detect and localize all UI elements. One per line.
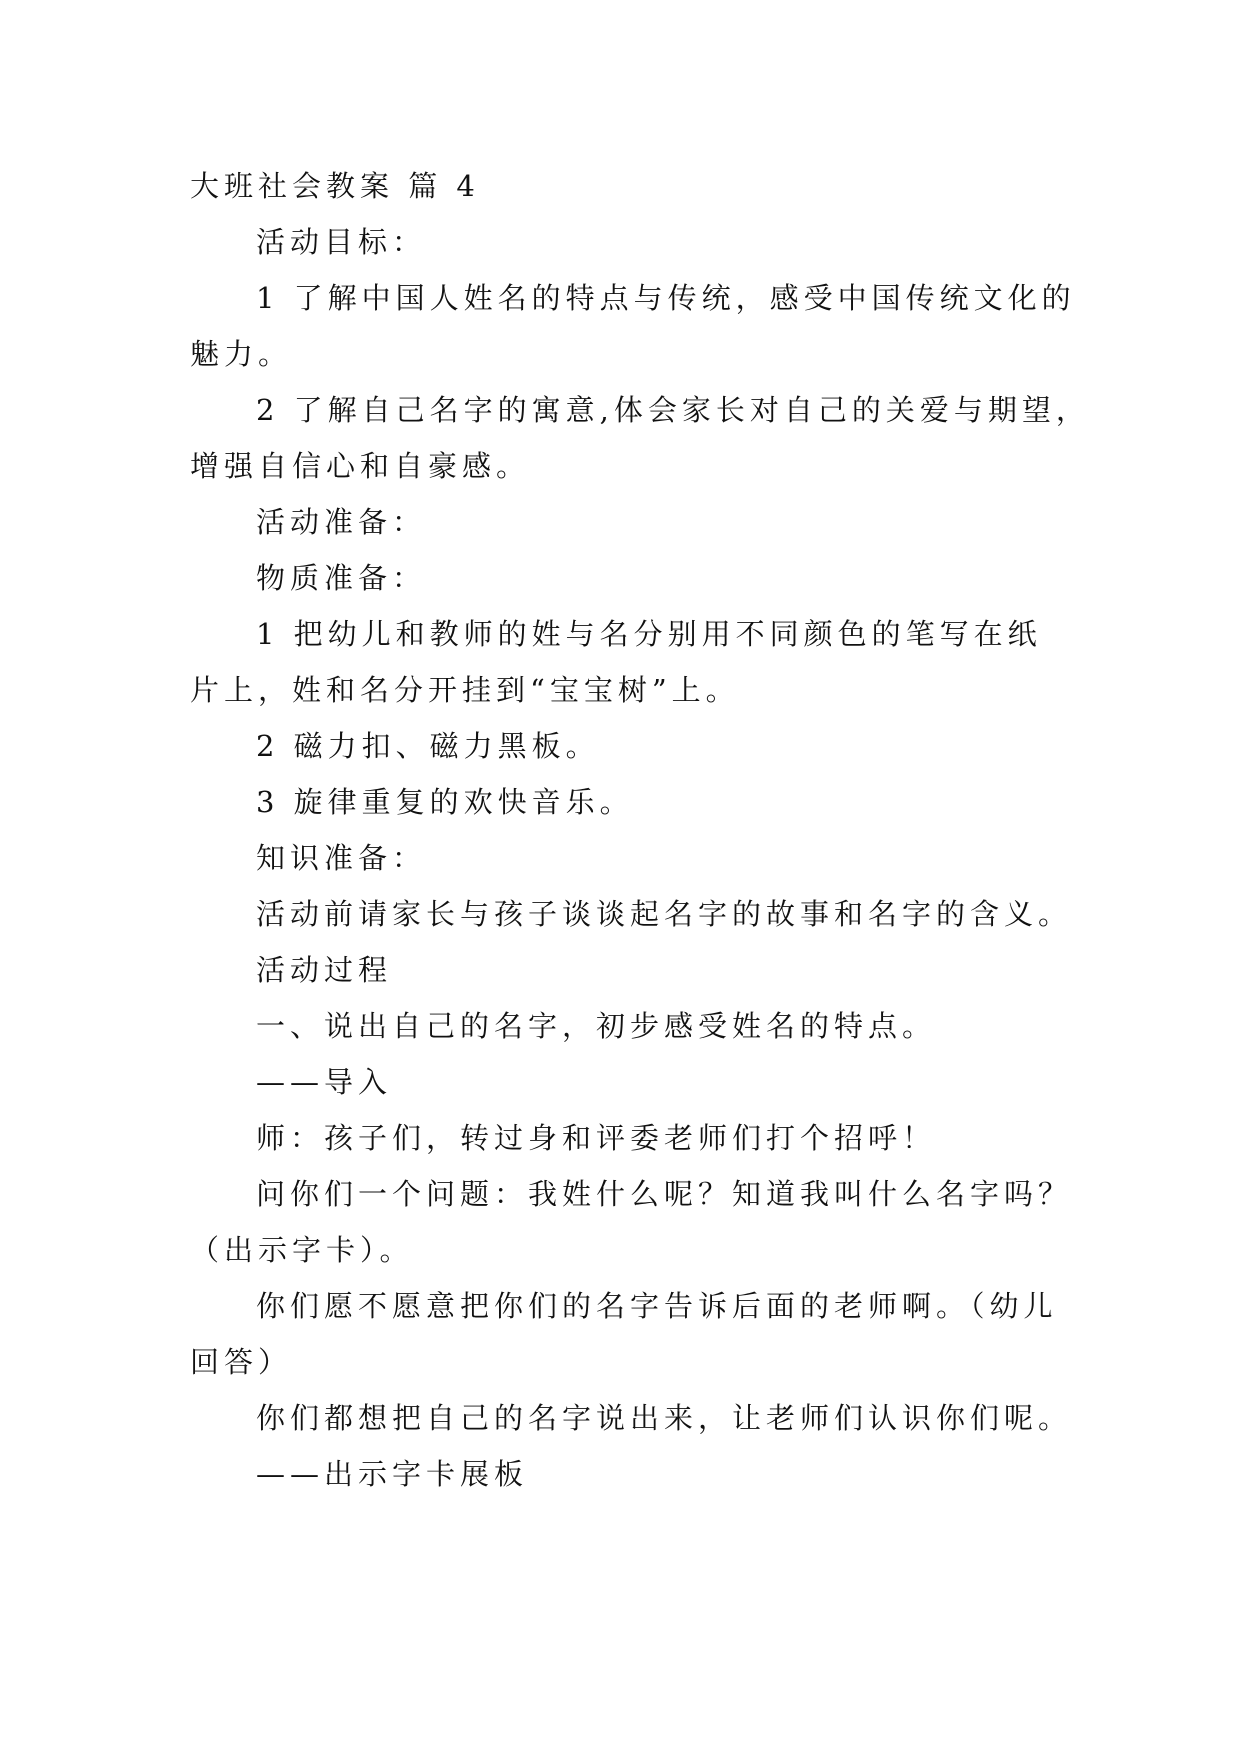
document-page	[190, 0, 1090, 1754]
text-line: 活动前请家长与孩子谈谈起名字的故事和名字的含义。	[256, 897, 1073, 931]
text-line: 物质准备：	[256, 561, 427, 595]
text-line: ——出示字卡展板	[256, 1457, 529, 1491]
document-title: 大班社会教案 篇 4	[190, 169, 480, 203]
text-line: 知识准备：	[256, 841, 427, 875]
text-line: 活动过程	[256, 953, 393, 987]
text-line: （出示字卡）。	[190, 1233, 414, 1267]
text-line: 问你们一个问题：我姓什么呢？知道我叫什么名字吗？	[256, 1177, 1073, 1211]
text-line: 魅力。	[190, 337, 293, 371]
text-line: 1 把幼儿和教师的姓与名分别用不同颜色的笔写在纸	[256, 617, 1042, 651]
text-line: 活动准备：	[256, 505, 427, 539]
text-line: 1 了解中国人姓名的特点与传统，感受中国传统文化的	[256, 281, 1076, 315]
text-line: 活动目标：	[256, 225, 427, 259]
text-line: 2 了解自己名字的寓意,体会家长对自己的关爱与期望，	[256, 393, 1090, 427]
text-line: 回答）	[190, 1345, 293, 1379]
text-line: 片上，姓和名分开挂到“宝宝树”上。	[190, 673, 740, 707]
text-line: 一、说出自己的名字，初步感受姓名的特点。	[256, 1009, 937, 1043]
text-line: 你们都想把自己的名字说出来，让老师们认识你们呢。	[256, 1401, 1073, 1435]
text-line: 增强自信心和自豪感。	[190, 449, 531, 483]
text-line: 你们愿不愿意把你们的名字告诉后面的老师啊。（幼儿	[256, 1289, 1058, 1323]
text-line: 2 磁力扣、磁力黑板。	[256, 729, 600, 763]
text-line: 3 旋律重复的欢快音乐。	[256, 785, 634, 819]
text-line: 师：孩子们，转过身和评委老师们打个招呼！	[256, 1121, 937, 1155]
text-line: ——导入	[256, 1065, 393, 1099]
